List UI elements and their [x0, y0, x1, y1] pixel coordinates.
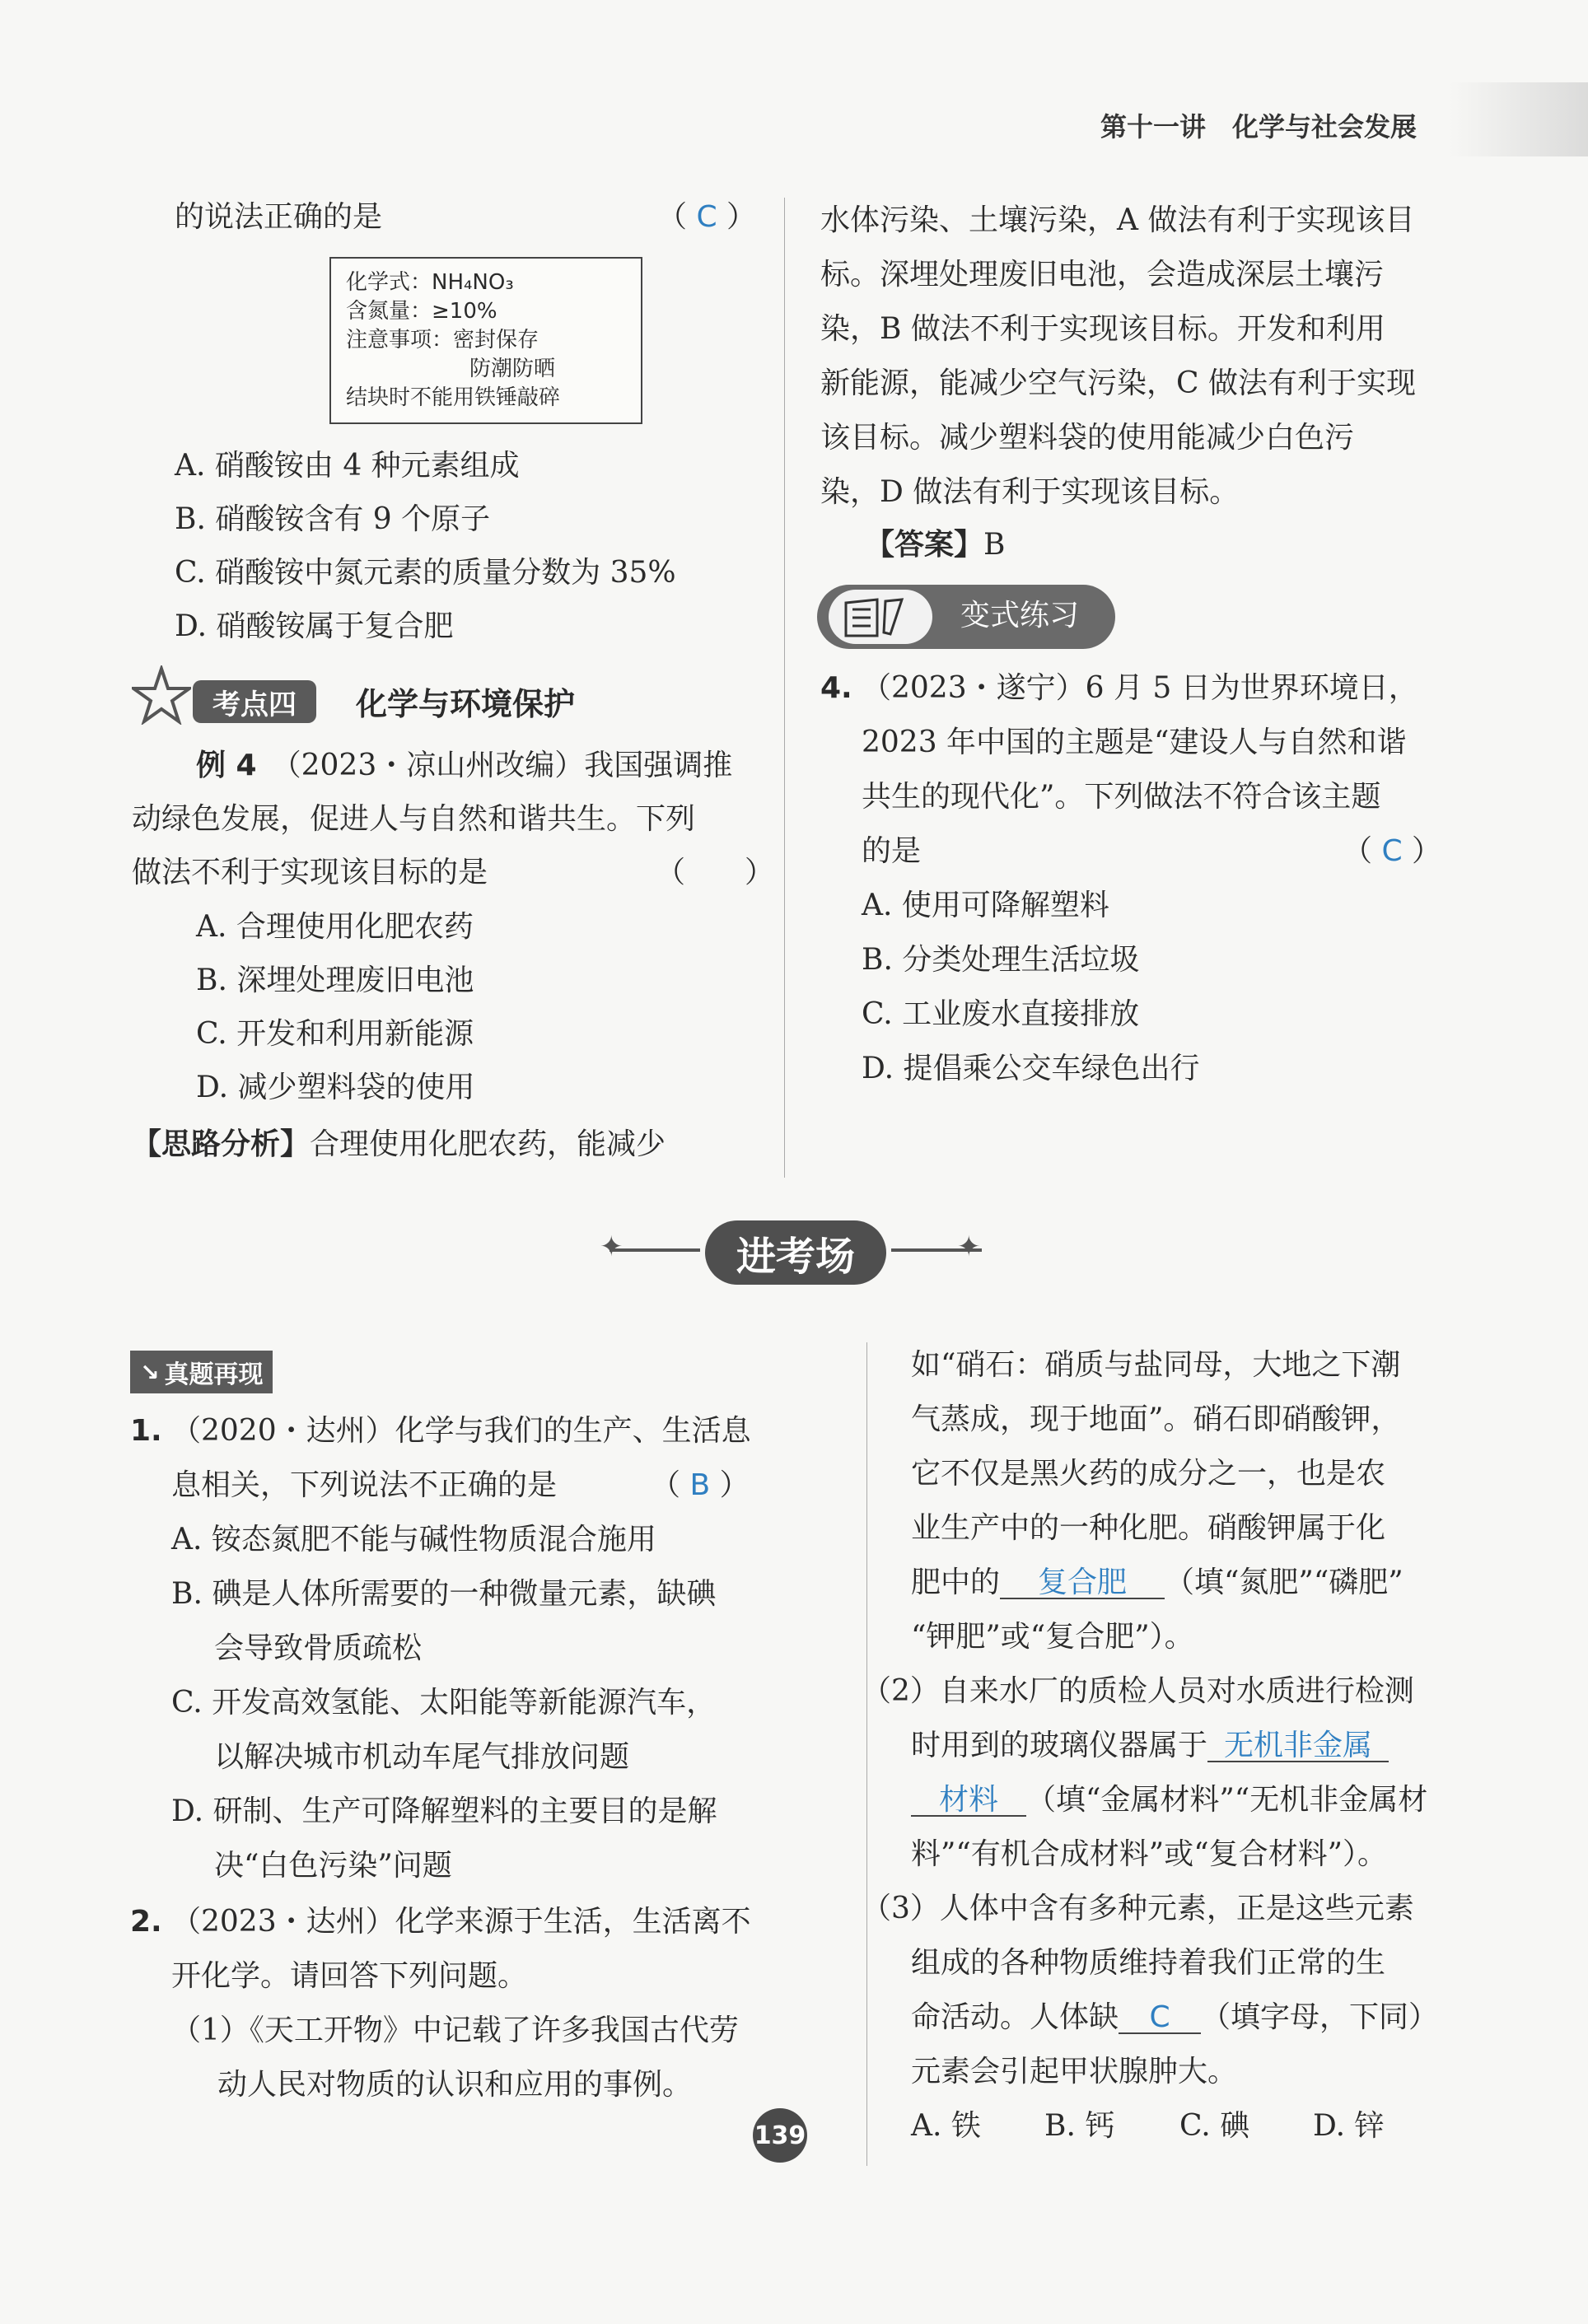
section-title: 化学与环境保护: [356, 686, 576, 722]
page-header-title: 第十一讲 化学与社会发展: [1100, 111, 1418, 142]
analysis-line-5: 该目标。减少塑料袋的使用能减少白色污: [820, 421, 1355, 455]
q1-line-2: 息相关，下列说法不正确的是: [171, 1468, 558, 1502]
column-divider-top: [784, 198, 785, 1178]
q1-answer: B: [689, 1468, 711, 1502]
q2-2-line-3: [911, 1785, 1427, 1817]
q2-1-cont-line-3: 它不仅是黑火药的成分之一，也是农: [911, 1457, 1386, 1491]
example-option-b: B. 深埋处理废旧电池: [196, 964, 474, 997]
q2-2-line-2: [911, 1731, 1389, 1762]
blank3-suffix: （填字母，下同）: [1201, 2000, 1439, 2034]
section-tag: 考点四: [193, 680, 316, 723]
banner-left-rule: [610, 1248, 700, 1252]
option-d: D. 硝酸铵属于复合肥: [175, 609, 454, 643]
q4-line-1: （2023・遂宁）6 月 5 日为世界环境日，: [862, 671, 1418, 705]
q4-number: 4.: [820, 671, 852, 705]
analysis-line-6: 染，D 做法有利于实现该目标。: [820, 475, 1240, 509]
q2-2-line-4: 料”“有机合成材料”或“复合材料”）。: [911, 1837, 1388, 1871]
example-option-c: C. 开发和利用新能源: [196, 1017, 474, 1051]
q1-number: 1.: [130, 1414, 162, 1448]
q4-line-4: 的是: [862, 834, 922, 868]
page-number: 139: [753, 2108, 807, 2163]
blank2-suffix: （填“金属材料”“无机非金属材: [1026, 1783, 1428, 1817]
example-label: 例 4: [196, 749, 257, 782]
q2-1-after-line: “钾肥”或“复合肥”）。: [911, 1620, 1194, 1654]
example-line-2: 动绿色发展，促进人与自然和谐共生。下列: [132, 802, 696, 836]
q1-option-d: D. 研制、生产可降解塑料的主要目的是解: [171, 1794, 717, 1828]
q2-1-line-1: （1）《天工开物》中记载了许多我国古代劳: [171, 2014, 739, 2047]
q4-option-d: D. 提倡乘公交车绿色出行: [862, 1052, 1200, 1085]
q2-number: 2.: [130, 1905, 162, 1939]
q4-option-a: A. 使用可降解塑料: [862, 889, 1109, 922]
column-divider-bottom: [866, 1342, 867, 2166]
arrow-down-right-icon: ↘: [140, 1358, 160, 1386]
blank2-answer-b: 材料: [911, 1785, 1026, 1817]
q1-option-b: B. 碘是人体所需要的一种微量元素，缺碘: [171, 1577, 717, 1611]
practice-tag: 变式练习: [960, 599, 1080, 632]
example-text-1: （2023・凉山州改编）我国强调推: [286, 749, 733, 782]
answer-label: 【答案】: [865, 528, 984, 562]
label-line-moisture: 防潮防晒: [469, 357, 556, 382]
blank1-suffix: （填“氮肥”“磷肥”: [1165, 1566, 1404, 1599]
header-decoration: [1450, 82, 1588, 156]
analysis-label: 【思路分析】: [132, 1127, 311, 1161]
q2-1-cont-line-4: 业生产中的一种化肥。硝酸钾属于化: [911, 1511, 1386, 1545]
blank2-answer-a: 无机非金属: [1207, 1731, 1389, 1762]
q2-1-cont-line-2: 气蒸成，现于地面”。硝石即硝酸钾，: [911, 1402, 1401, 1436]
q1-answer-paren: （ B ）: [651, 1468, 750, 1502]
q2-line-1: （2023・达州）化学来源于生活，生活离不: [171, 1905, 751, 1939]
real-exam-tag: [130, 1351, 273, 1393]
question-answer: C: [696, 200, 717, 234]
example-option-a: A. 合理使用化肥农药: [196, 910, 474, 944]
q4-answer-paren: （ C ）: [1343, 834, 1442, 868]
analysis-line-3: 染，B 做法不利于实现该目标。开发和利用: [820, 312, 1385, 346]
book-icon: [829, 590, 932, 644]
q1-option-c: C. 开发高效氢能、太阳能等新能源汽车，: [171, 1686, 717, 1720]
q1-option-c-cont: 以解决城市机动车尾气排放问题: [214, 1740, 630, 1774]
q4-line-2: 2023 年中国的主题是“建设人与自然和谐: [862, 726, 1407, 759]
q2-1-cont-line-1: 如“硝石：硝质与盐同母，大地之下潮: [911, 1348, 1401, 1382]
blank3-prefix: 命活动。人体缺: [911, 2000, 1119, 2034]
label-line-formula: 化学式：NH₄NO₃: [346, 270, 514, 295]
q1-option-d-cont: 决“白色污染”问题: [214, 1849, 452, 1883]
option-c: C. 硝酸铵中氮元素的质量分数为 35%: [175, 556, 676, 590]
blank1-prefix: 肥中的: [911, 1566, 1001, 1599]
blank3-answer: C: [1119, 2003, 1201, 2034]
q4-answer: C: [1381, 834, 1403, 868]
section-icon: [132, 665, 191, 725]
option-a: A. 硝酸铵由 4 种元素组成: [175, 449, 520, 483]
banner-star-right-icon: ✦: [957, 1230, 981, 1263]
example-option-d: D. 减少塑料袋的使用: [196, 1071, 475, 1104]
q4-option-b: B. 分类处理生活垃圾: [862, 943, 1140, 977]
q2-2-line-1: （2）自来水厂的质检人员对水质进行检测: [862, 1674, 1414, 1708]
answer-line: [865, 530, 1005, 560]
blank1-answer: 复合肥: [1000, 1568, 1165, 1599]
example-line-3: 做法不利于实现该目标的是: [132, 856, 488, 889]
q4-option-c: C. 工业废水直接排放: [862, 997, 1140, 1031]
analysis-first: 合理使用化肥农药，能减少: [310, 1127, 666, 1161]
q1-line-1: （2020・达州）化学与我们的生产、生活息: [171, 1414, 751, 1448]
example-first-line: [196, 751, 732, 781]
q2-3-line-4: 元素会引起甲状腺肿大。: [911, 2055, 1238, 2088]
label-line-nitrogen: 含氮量：≥10%: [346, 299, 497, 324]
q1-option-a: A. 铵态氮肥不能与碱性物质混合施用: [171, 1523, 656, 1556]
q4-line-3: 共生的现代化”。下列做法不符合该主题: [862, 780, 1381, 814]
q2-3-option-d: D. 锌: [1313, 2109, 1385, 2143]
q2-3-option-a: A. 铁: [911, 2109, 981, 2143]
q2-3-line-1: （3）人体中含有多种元素，正是这些元素: [862, 1892, 1414, 1925]
label-line-notice: 注意事项：密封保存: [346, 328, 539, 353]
real-exam-tag-label: 真题再现: [164, 1360, 264, 1389]
blank2-prefix: 时用到的玻璃仪器属于: [911, 1729, 1208, 1762]
q2-3-line-3: [911, 2000, 1439, 2034]
question-stem-tail: 的说法正确的是: [175, 200, 383, 234]
q2-1-blank-line: [911, 1568, 1404, 1599]
example-paren: （ ）: [656, 856, 775, 889]
analysis-line-1: 水体污染、土壤污染，A 做法有利于实现该目: [820, 203, 1415, 237]
q2-1-line-2: 动人民对物质的认识和应用的事例。: [217, 2068, 693, 2102]
analysis-first-line: [132, 1127, 666, 1161]
q2-line-2: 开化学。请回答下列问题。: [171, 1959, 528, 1993]
analysis-line-4: 新能源，能减少空气污染，C 做法有利于实现: [820, 366, 1416, 400]
q2-3-line-2: 组成的各种物质维持着我们正常的生: [911, 1946, 1386, 1980]
analysis-line-2: 标。深埋处理废旧电池，会造成深层土壤污: [820, 258, 1385, 292]
banner-star-left-icon: ✦: [600, 1230, 624, 1263]
fertilizer-label-box: [329, 257, 642, 424]
q2-3-option-b: B. 钙: [1044, 2109, 1115, 2143]
answer-value: B: [983, 528, 1006, 562]
q1-option-b-cont: 会导致骨质疏松: [214, 1631, 423, 1665]
option-b: B. 硝酸铵含有 9 个原子: [175, 502, 491, 536]
q2-3-option-c: C. 碘: [1179, 2109, 1250, 2143]
question-answer-paren: （ C ）: [657, 200, 757, 234]
label-line-caking: 结块时不能用铁锤敲碎: [346, 385, 561, 411]
banner-title: 进考场: [705, 1220, 886, 1285]
